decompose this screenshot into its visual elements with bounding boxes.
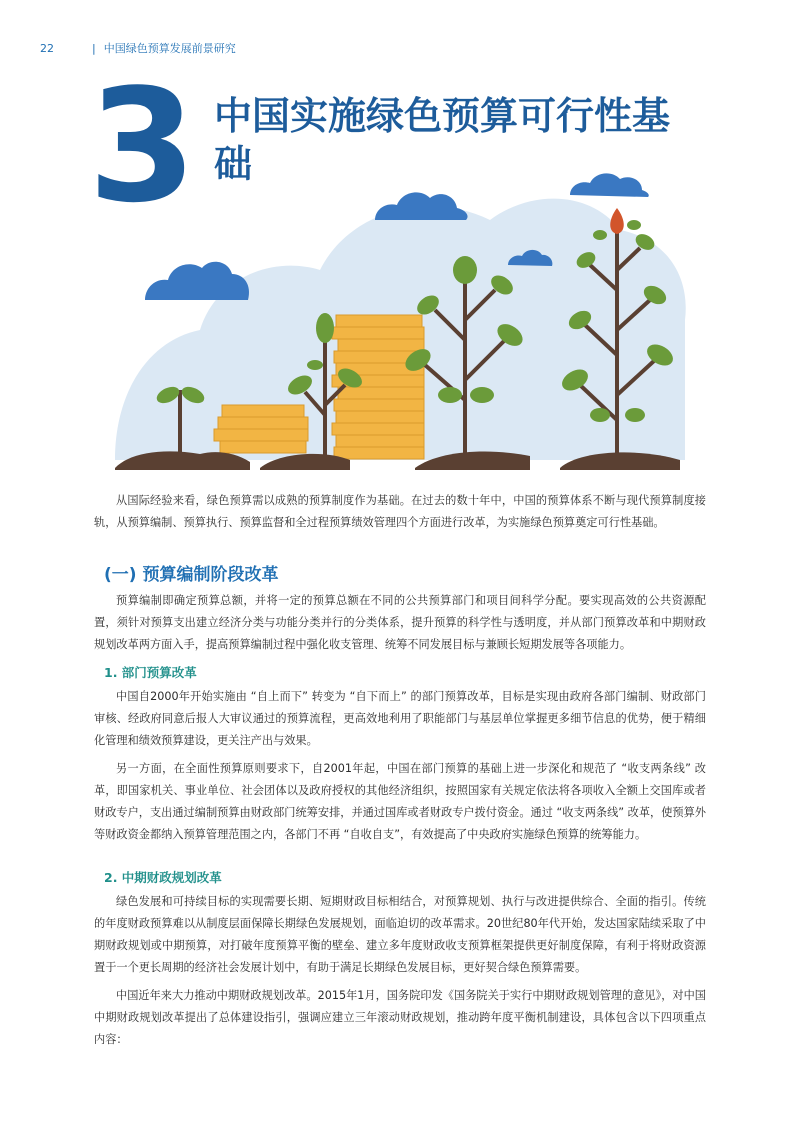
coin-stack-icon [214, 405, 308, 453]
growth-illustration [110, 170, 690, 475]
sub2-paragraph: 绿色发展和可持续目标的实现需要长期、短期财政目标相结合，对预算规划、执行与改进提供综合、全面的指引。传统的年度财政预算难以从制度层面保障长期绿色发展规划，面临迫切的改革需求。20世纪80年代开始，发达国家陆续采取了中期财政规划或中期预算，对打破年度预算平衡的壁垒、建立多年度财政收支预算框架提供更好制度保障，有利于将财政资源置于一个更长周期的经济社会发展计划中，有助于满足长期绿色发展目标，更好契合绿色预算需要。 [94, 895, 706, 974]
subsection-heading: 1. 部门预算改革 [104, 665, 197, 680]
sub2-body [94, 891, 706, 1051]
chapter-number: 3 [88, 55, 193, 237]
section1-body [94, 590, 706, 656]
cloud-icon [570, 173, 649, 197]
intro-paragraph: 从国际经验来看，绿色预算需以成熟的预算制度作为基础。在过去的数十年中，中国的预算体系不断与现代预算制度接轨，从预算编制、预算执行、预算监督和全过程预算绩效管理四个方面进行改革，为实施绿色预算奠定可行性基础。 [94, 494, 706, 529]
chapter-title: 中国实施绿色预算可行性基础 [214, 94, 671, 186]
header-separator: | [92, 42, 96, 55]
cloud-icon [375, 192, 468, 220]
intro-text [94, 490, 706, 534]
section1-paragraph: 预算编制即确定预算总额，并将一定的预算总额在不同的公共预算部门和项目间科学分配。要实现高效的公共资源配置，须针对预算支出建立经济分类与功能分类并行的分类体系，提升预算的科学性与透明度，并从部门预算改革和中期财政规划改革两方面入手，提高预算编制过程中强化收支管理、统筹不同发展目标与兼顾长短期发展等各项能力。 [94, 594, 706, 651]
section-heading: (一) 预算编制阶段改革 [104, 565, 279, 585]
flower-bud-icon [610, 208, 624, 234]
sub1-paragraph: 另一方面，在全面性预算原则要求下，自2001年起，中国在部门预算的基础上进一步深化和规范了 “收支两条线” 改革，即国家机关、事业单位、社会团体以及政府授权的其他经济组织，按照国家有关规定依法将各项收入全额上交国库或者财政专户，支出通过编制预算由财政部门统筹安排，并通过国库或者财政专户拨付资金。通过 “收支两条线” 改革，使预算外等财政资金都纳入预算管理范围之内，各部门不再 “自收自支”，有效提高了中央政府实施绿色预算的统筹能力。 [94, 762, 706, 841]
sub1-body [94, 686, 706, 846]
sub2-paragraph: 中国近年来大力推动中期财政规划改革。2015年1月，国务院印发《国务院关于实行中期财政规划管理的意见》，对中国中期财政规划改革提出了总体建设指引，强调应建立三年滚动财政规划，推动跨年度平衡机制建设，具体包含以下四项重点内容： [94, 989, 706, 1046]
running-header [40, 40, 236, 56]
page-number: 22 [40, 42, 54, 55]
running-title: 中国绿色预算发展前景研究 [103, 42, 236, 55]
sub1-paragraph: 中国自2000年开始实施由 “自上而下” 转变为 “自下而上” 的部门预算改革，目标是实现由政府各部门编制、财政部门审核、经政府同意后报人大审议通过的预算流程，更高效地利用了职能部门与基层单位掌握更多细节信息的优势，便于精细化管理和绩效预算建设，更关注产出与效果。 [94, 690, 706, 747]
subsection-heading: 2. 中期财政规划改革 [104, 870, 222, 885]
cloud-icon [145, 262, 249, 300]
